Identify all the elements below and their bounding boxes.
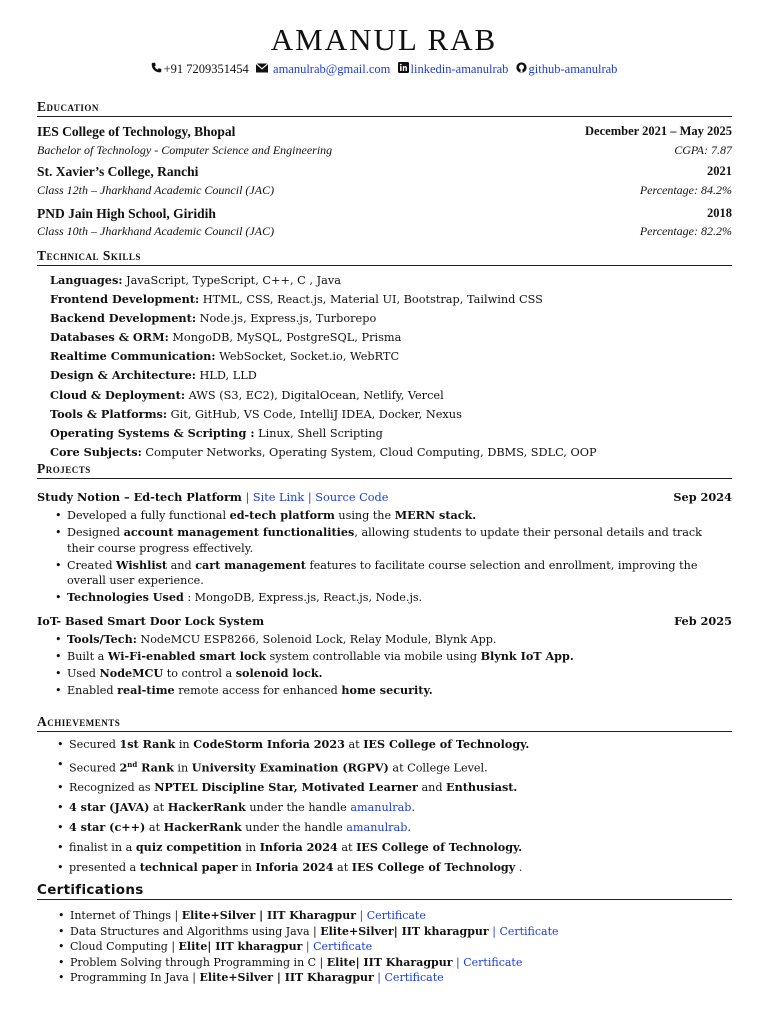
site-link[interactable]: Site Link — [252, 491, 305, 504]
github-link[interactable]: github-amanulrab — [528, 62, 618, 76]
project-title-line — [37, 490, 388, 504]
skill-row — [50, 386, 597, 405]
list-item: • presented a technical paper in Inforia 2024 at IES College of Technology . — [57, 858, 727, 878]
list-item: • Developed a fully functional ed-tech platform using the MERN stack. — [55, 508, 725, 524]
list-item: • Built a Wi-Fi-enabled smart lock system controllable via mobile using Blynk IoT App. — [55, 649, 725, 665]
list-item: • Created Wishlist and cart management features to facilitate course selection and enrollment, improving the overall user experience. — [55, 558, 725, 589]
degree: Class 12th – Jharkhand Academic Council (JAC) — [37, 183, 275, 197]
degree: Class 10th – Jharkhand Academic Council (JAC) — [37, 224, 275, 238]
project-date: Sep 2024 — [673, 490, 732, 504]
skill-label: Design & Architecture: — [50, 368, 196, 383]
education-detail — [37, 224, 732, 239]
email-link[interactable]: amanulrab@gmail.com — [273, 62, 391, 76]
skill-label: Tools & Platforms: — [50, 406, 168, 421]
project-header — [37, 490, 732, 504]
skill-row — [50, 443, 597, 462]
skill-row — [50, 405, 597, 424]
skill-value: AWS (S3, EC2), DigitalOcean, Netlify, Vercel — [185, 388, 444, 402]
list-item: • Recognized as NPTEL Discipline Star, Motivated Learner and Enthusiast. — [57, 778, 727, 798]
skills-list — [50, 271, 597, 462]
list-item: • Tools/Tech: NodeMCU ESP8266, Solenoid Lock, Relay Module, Blynk App. — [55, 632, 725, 648]
project-header — [37, 614, 732, 628]
skill-label: Backend Development: — [50, 311, 197, 326]
certificate-link[interactable]: Certificate — [366, 909, 426, 922]
achievements-heading: Achievements — [37, 714, 732, 732]
skill-row — [50, 309, 597, 328]
skill-label: Languages: — [50, 273, 123, 287]
skill-row — [50, 366, 597, 385]
skill-value: WebSocket, Socket.io, WebRTC — [215, 350, 400, 364]
separator: | — [304, 491, 316, 504]
skill-row — [50, 424, 597, 443]
candidate-name: AMANUL RAB — [270, 22, 498, 57]
list-item: • 4 star (JAVA) at HackerRank under the handle amanulrab. — [57, 798, 727, 818]
project-name: Study Notion – Ed-tech Platform — [37, 490, 242, 504]
github-icon — [516, 62, 527, 76]
project-date: Feb 2025 — [674, 614, 732, 628]
skill-label: Databases & ORM: — [50, 330, 169, 345]
certifications-list — [58, 908, 728, 986]
education-date: December 2021 – May 2025 — [585, 124, 732, 138]
list-item: • Data Structures and Algorithms using Java | Elite+Silver| IIT kharagpur | Certificate — [58, 924, 728, 940]
certificate-link[interactable]: Certificate — [313, 940, 373, 954]
list-item: • Cloud Computing | Elite| IIT kharagpur | Certificate — [58, 939, 728, 955]
skill-label: Frontend Development: — [50, 292, 200, 307]
skill-value: HLD, LLD — [195, 369, 257, 383]
envelope-icon — [256, 63, 268, 76]
education-entry — [37, 124, 732, 140]
certifications-heading: Certifications — [37, 882, 732, 900]
certificate-link[interactable]: Certificate — [463, 955, 523, 969]
education-detail — [37, 183, 732, 198]
degree: Bachelor of Technology - Computer Science and Engineering — [37, 143, 333, 157]
education-date: 2018 — [707, 206, 732, 220]
project-bullets — [55, 632, 725, 700]
phone-icon — [151, 62, 162, 76]
phone-number: +91 7209351454 — [163, 62, 249, 76]
skill-row — [50, 347, 597, 366]
source-code-link[interactable]: Source Code — [315, 491, 389, 504]
list-item: • Used NodeMCU to control a solenoid lock. — [55, 666, 725, 682]
hackerrank-link[interactable]: amanulrab — [350, 801, 412, 815]
education-heading: Education — [37, 99, 732, 117]
grade: Percentage: 84.2% — [639, 183, 732, 197]
contact-bar — [0, 62, 768, 77]
separator: | — [241, 491, 253, 504]
skill-label: Realtime Communication: — [50, 349, 216, 364]
skill-value: MongoDB, MySQL, PostgreSQL, Prisma — [168, 331, 402, 345]
skill-value: Linux, Shell Scripting — [254, 426, 383, 440]
grade: Percentage: 82.2% — [639, 224, 732, 238]
skill-row — [50, 271, 597, 290]
education-detail — [37, 143, 732, 158]
skill-value: Computer Networks, Operating System, Cloud Computing, DBMS, SDLC, OOP — [141, 445, 597, 459]
grade: CGPA: 7.87 — [674, 143, 732, 157]
list-item: • Internet of Things | Elite+Silver | IIT Kharagpur | Certificate — [58, 908, 728, 924]
list-item: • Secured 1st Rank in CodeStorm Inforia 2023 at IES College of Technology. — [57, 735, 727, 755]
skill-value: Git, GitHub, VS Code, IntelliJ IDEA, Docker, Nexus — [167, 407, 462, 421]
project-name: IoT- Based Smart Door Lock System — [37, 614, 265, 628]
linkedin-link[interactable]: linkedin-amanulrab — [410, 62, 509, 76]
linkedin-icon — [398, 62, 409, 76]
project-bullets — [55, 508, 725, 607]
skills-heading: Technical Skills — [37, 248, 732, 266]
school-name: PND Jain High School, Giridih — [37, 206, 216, 221]
certificate-link[interactable]: Certificate — [384, 971, 444, 985]
list-item: • Technologies Used : MongoDB, Express.js, React.js, Node.js. — [55, 590, 725, 606]
skill-row — [50, 328, 597, 347]
certificate-link[interactable]: Certificate — [499, 924, 559, 938]
achievements-list — [57, 735, 727, 877]
education-entry — [37, 206, 732, 222]
list-item: • Problem Solving through Programming in C | Elite| IIT Kharagpur | Certificate — [58, 955, 728, 971]
list-item: • Designed account management functionalities, allowing students to update their personal details and track their course progress effectively. — [55, 525, 725, 556]
list-item: • Enabled real-time remote access for enhanced home security. — [55, 683, 725, 699]
skill-row — [50, 290, 597, 309]
education-entry — [37, 164, 732, 180]
skill-label: Cloud & Deployment: — [50, 387, 186, 402]
school-name: IES College of Technology, Bhopal — [37, 124, 236, 139]
list-item: • Programming In Java | Elite+Silver | IIT Kharagpur | Certificate — [58, 970, 728, 986]
hackerrank-link[interactable]: amanulrab — [346, 820, 408, 834]
skill-value: JavaScript, TypeScript, C++, C , Java — [122, 274, 341, 287]
skill-label: Operating Systems & Scripting : — [50, 425, 255, 440]
school-name: St. Xavier’s College, Ranchi — [37, 164, 199, 179]
education-date: 2021 — [707, 164, 732, 178]
skill-value: HTML, CSS, React.js, Material UI, Bootstrap, Tailwind CSS — [199, 293, 543, 307]
skill-label: Core Subjects: — [50, 444, 142, 459]
list-item: • Secured 2nd Rank in University Examination (RGPV) at College Level. — [57, 755, 727, 779]
list-item: • finalist in a quiz competition in Inforia 2024 at IES College of Technology. — [57, 838, 727, 858]
projects-heading: Projects — [37, 461, 732, 479]
skill-value: Node.js, Express.js, Turborepo — [196, 312, 377, 326]
list-item: • 4 star (c++) at HackerRank under the handle amanulrab. — [57, 818, 727, 838]
